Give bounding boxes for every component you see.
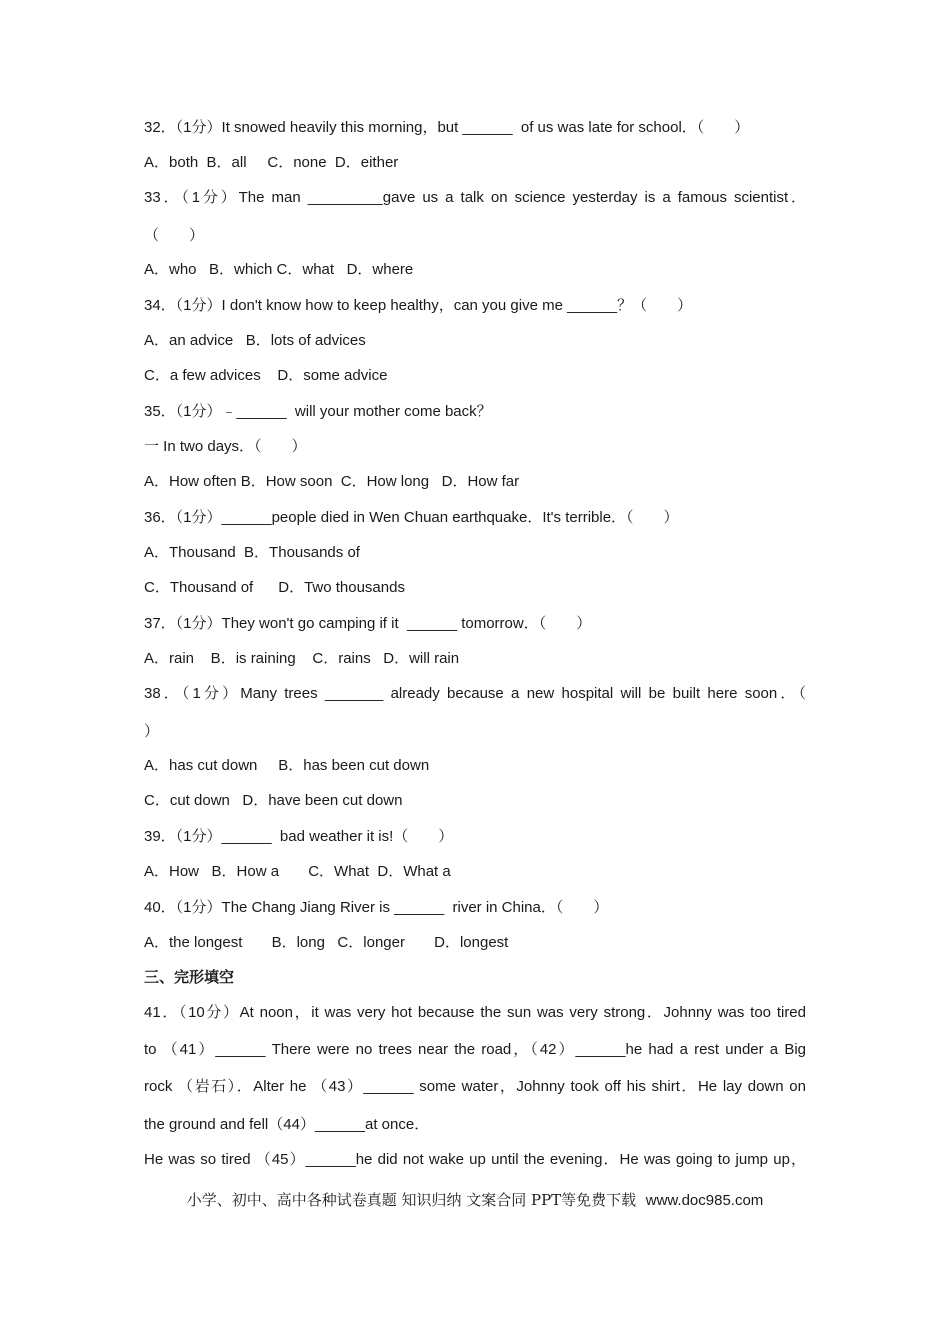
question-33: 33．（1分）The man _________gave us a talk on science yesterday is a famous scientist． <box>144 189 806 206</box>
question-32: 32．（1分）It snowed heavily this morning，but ______ of us was late for school．（ ） <box>144 119 750 136</box>
question-38: 38．（1分）Many trees _______ already because a new hospital will be built here soon．（ <box>144 685 806 702</box>
options-38-cd: C．cut down D．have been cut down <box>144 792 403 809</box>
footer-link[interactable]: www.doc985.com <box>645 1192 764 1209</box>
passage-line-3: rock （岩石）．Alter he （43）______ some water，Johnny took off his shirt．He lay down on <box>144 1078 806 1095</box>
question-36: 36．（1分）______people died in Wen Chuan earthquake．It's terrible．（ ） <box>144 509 679 526</box>
options-38-ab: A．has cut down B．has been cut down <box>144 757 430 774</box>
page-footer <box>0 1190 950 1211</box>
question-35-answer: 一 In two days．（ ） <box>144 438 307 455</box>
question-37: 37．（1分）They won't go camping if it ______ tomorrow．（ ） <box>144 615 592 632</box>
options-39: A．How B．How a C．What D．What a <box>144 863 451 880</box>
passage-line-2: to （41）______ There were no trees near the road，（42）______he had a rest under a Big <box>144 1041 806 1058</box>
passage-line-4: the ground and fell（44）______at once． <box>144 1116 430 1133</box>
options-33: A．who B．which C．what D．where <box>144 261 414 278</box>
question-35: 35．（1分）﹣______ will your mother come back？ <box>144 403 492 420</box>
footer-text: 小学、初中、高中各种试卷真题 知识归纳 文案合同 PPT等免费下载 <box>186 1191 637 1209</box>
options-34-cd: C．a few advices D．some advice <box>144 367 388 384</box>
options-34-ab: A．an advice B．lots of advices <box>144 332 366 349</box>
question-33-paren: （ ） <box>144 227 205 244</box>
options-36-cd: C．Thousand of D．Two thousands <box>144 579 405 596</box>
question-39: 39．（1分）______ bad weather it is!（ ） <box>144 828 454 845</box>
options-37: A．rain B．is raining C．rains D．will rain <box>144 650 460 667</box>
question-38-paren: ） <box>144 723 160 740</box>
passage-line-5: He was so tired （45）______he did not wake up until the evening．He was going to jump up， <box>144 1151 806 1168</box>
options-40: A．the longest B．long C．longer D．longest <box>144 934 509 951</box>
options-35: A．How often B．How soon C．How long D．How far <box>144 473 520 490</box>
options-32: A．both B．all C．none D．either <box>144 154 399 171</box>
question-40: 40．（1分）The Chang Jiang River is ______ river in China．（ ） <box>144 899 609 916</box>
options-36-ab: A．Thousand B．Thousands of <box>144 544 360 561</box>
section-heading: 三、完形填空 <box>144 969 235 986</box>
passage-line-1: 41．（10分）At noon，it was very hot because the sun was very strong．Johnny was too tired <box>144 1004 806 1021</box>
question-34: 34．（1分）I don't know how to keep healthy，can you give me ______？（ ） <box>144 297 693 314</box>
